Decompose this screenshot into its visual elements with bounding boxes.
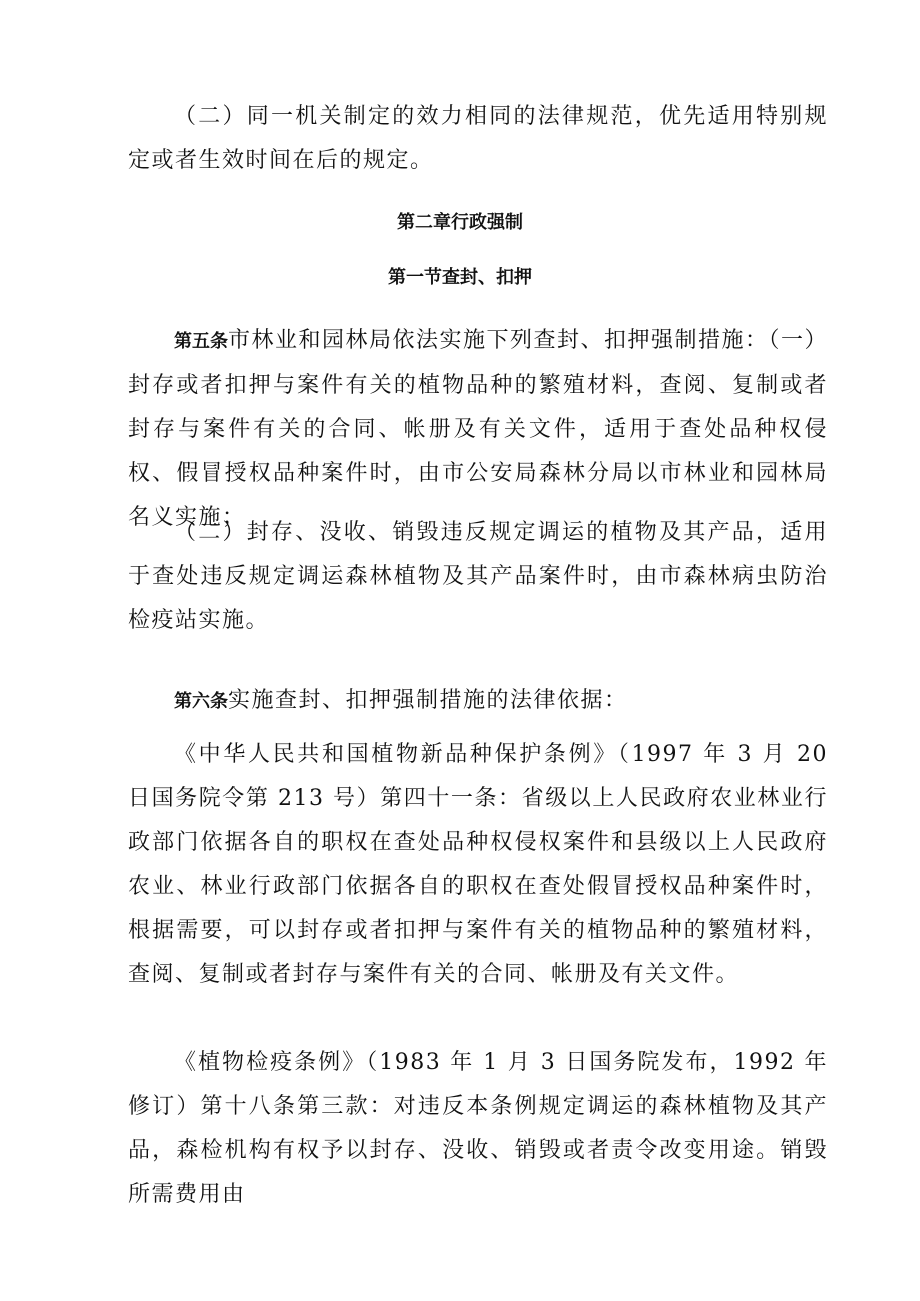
article-6-label: 第六条 bbox=[174, 691, 228, 712]
article-5-item-2: （二）封存、没收、销毁违反规定调运的植物及其产品，适用于查处违反规定调运森林植物及其产品案件时，由市森林病虫防治检疫站实施。 bbox=[128, 520, 828, 633]
article-6-text: 实施查封、扣押强制措施的法律依据： bbox=[228, 688, 628, 713]
article-6-basis-1: 《中华人民共和国植物新品种保护条例》（1997 年 3 月 20 日国务院令第 213 号）第四十一条：省级以上人民政府农业林业行政部门依据各自的职权在查处品种权侵权案件和县级以上人民政府农业、林业行政部门依据各自的职权在查处假冒授权品种案件时，根据需要，可以封存或者扣押与案件有关的植物品种的繁殖材料，查阅、复制或者封存与案件有关的合同、帐册及有关文件。 bbox=[128, 742, 828, 987]
article-5-paragraph bbox=[128, 319, 828, 540]
article-5-text: 市林业和园林局依法实施下列查封、扣押强制措施：（一）封存或者扣押与案件有关的植物品种的繁殖材料，查阅、复制或者封存与案件有关的合同、帐册及有关文件，适用于查处品种权侵权、假冒授权品种案件时，由市公安局森林分局以市林业和园林局名义实施； bbox=[128, 328, 829, 530]
article-5-label: 第五条 bbox=[174, 331, 228, 352]
chapter-heading: 第二章行政强制 bbox=[397, 212, 523, 233]
article-6-basis-2: 《植物检疫条例》（1983 年 1 月 3 日国务院发布，1992 年修订）第十八条第三款：对违反本条例规定调运的森林植物及其产品，森检机构有权予以封存、没收、销毁或者责令改变用途。销毁所需费用由 bbox=[128, 1050, 828, 1207]
section-heading: 第一节查封、扣押 bbox=[388, 267, 532, 288]
paragraph-clause-2: （二）同一机关制定的效力相同的法律规范，优先适用特别规定或者生效时间在后的规定。 bbox=[128, 104, 828, 173]
article-6-paragraph bbox=[128, 679, 828, 724]
